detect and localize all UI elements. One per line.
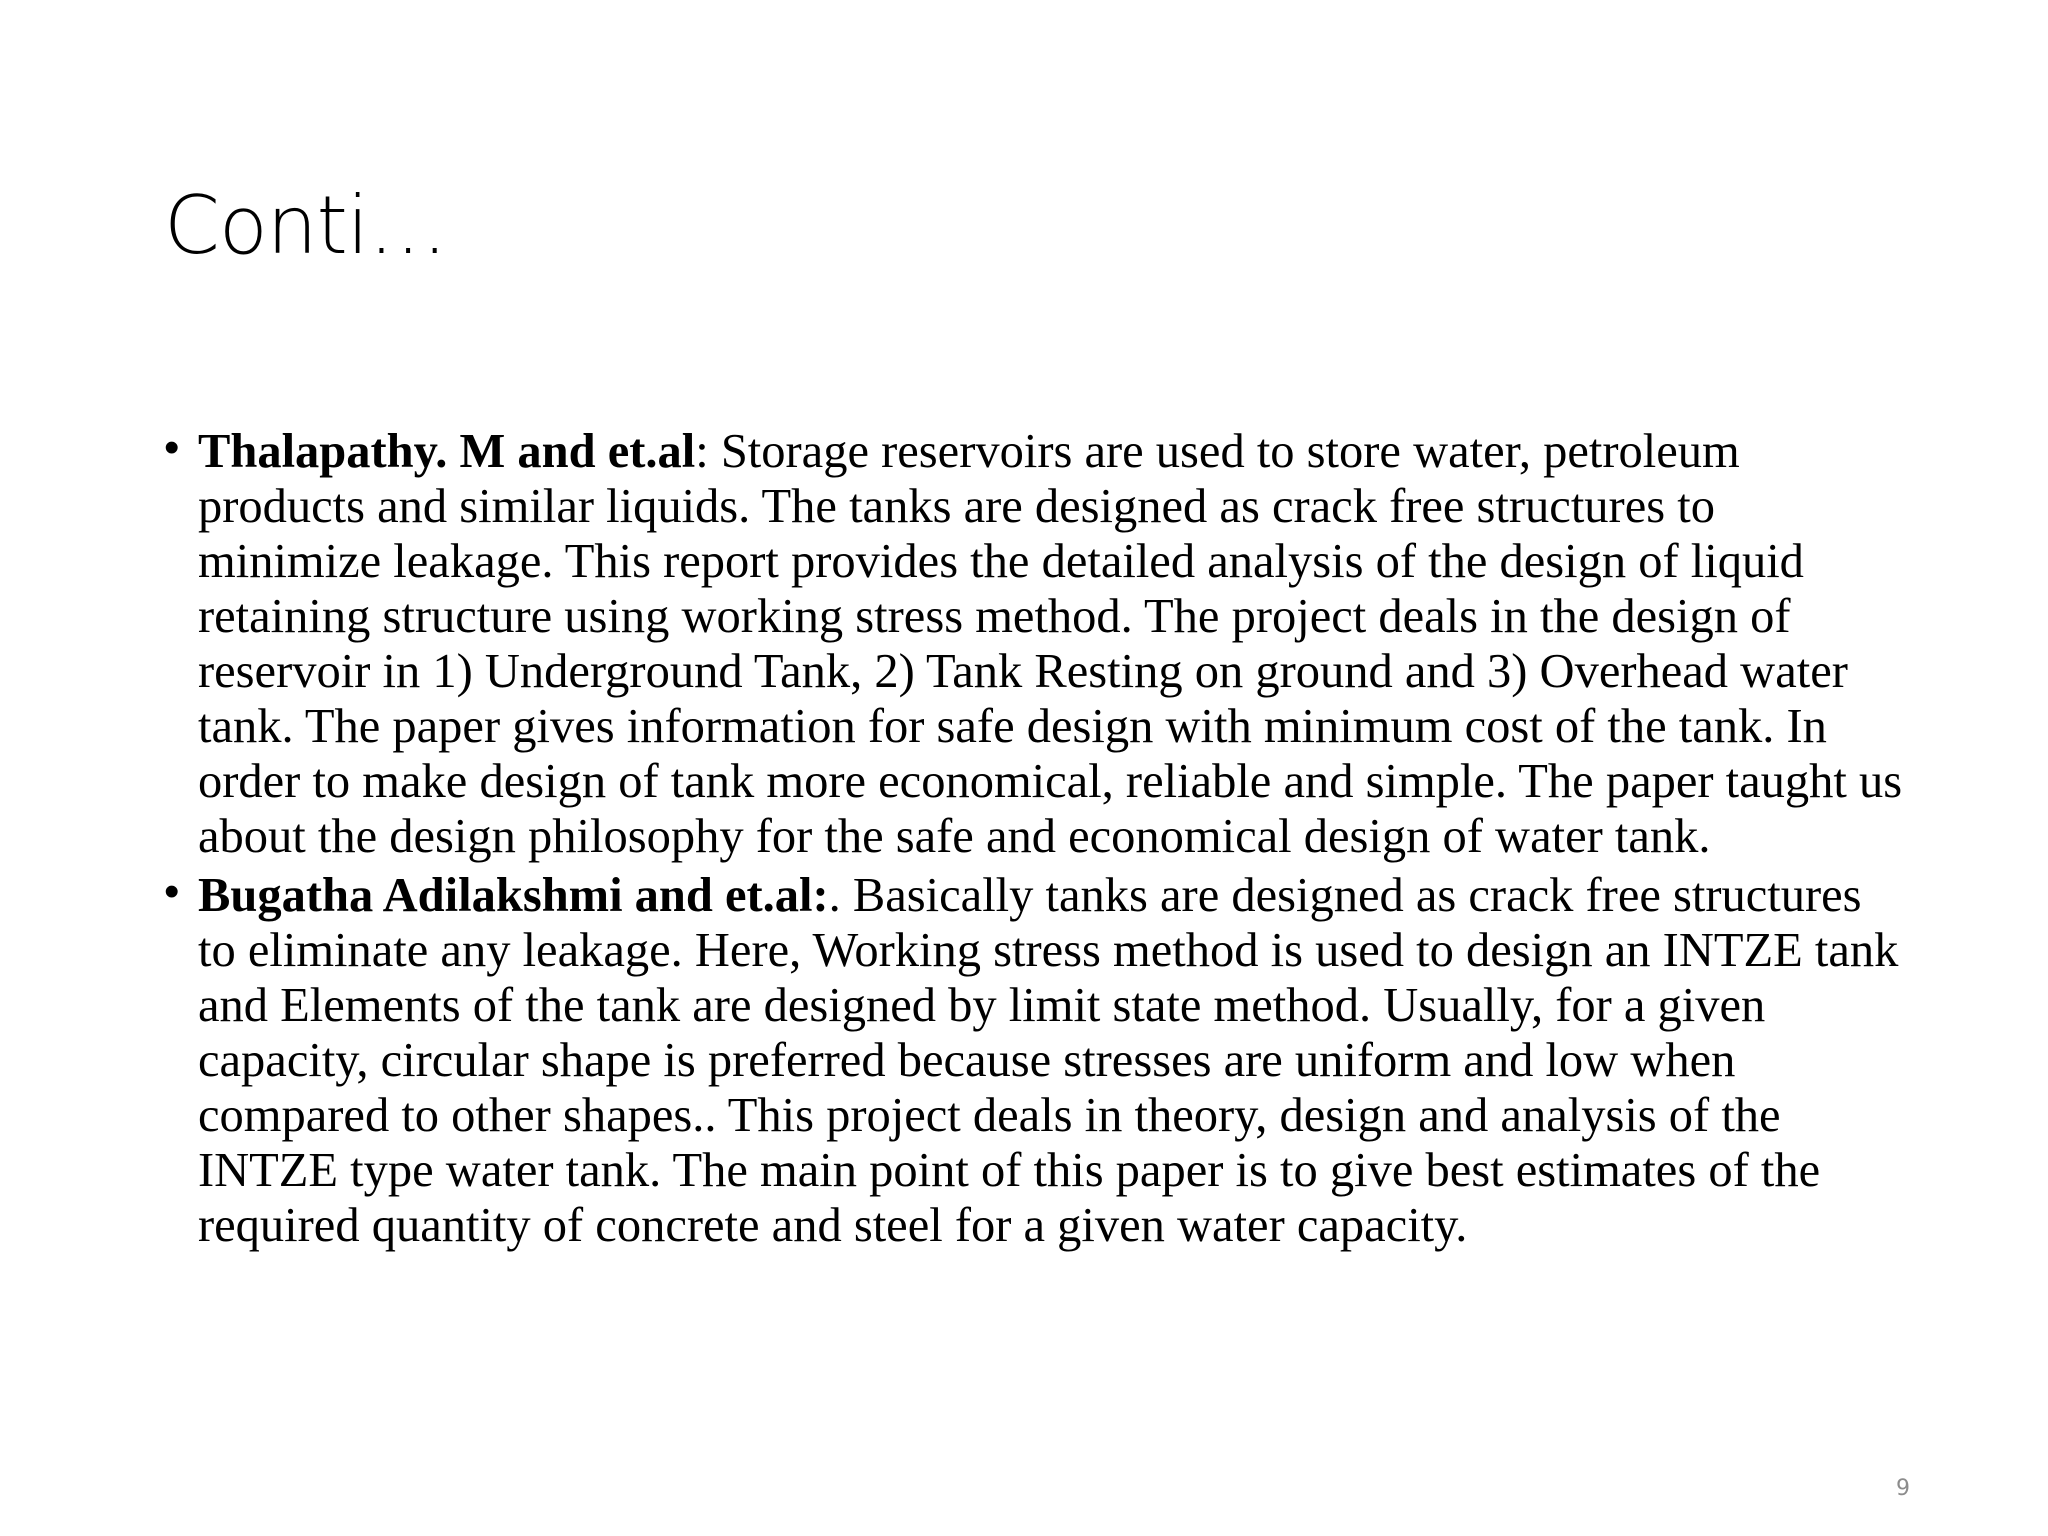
bullet-text: . Basically tanks are designed as crack free structures to eliminate any leakage. Here, Working stress method is used to design an INTZE tank and Elements of the tank are designed by limit state method. Usually, for a given capacity, circular shape is preferred because stresses are uniform and low when compared to other shapes.. This project deals in theory, design and analysis of the INTZE type water tank. The main point of this paper is to give best estimates of the required quantity of concrete and steel for a given water capacity. — [198, 869, 1899, 1252]
bullet-text: : Storage reservoirs are used to store water, petroleum products and similar liquids. The tanks are designed as crack free structures to minimize leakage. This report provides the detailed analysis of the design of liquid retaining structure using working stress method. The project deals in the design of reservoir in 1) Underground Tank, 2) Tank Resting on ground and 3) Overhead water tank. The paper gives information for safe design with minimum cost of the tank. In order to make design of tank more economical, reliable and simple. The paper taught us about the design philosophy for the safe and economical design of water tank. — [198, 425, 1903, 863]
slide-title: Conti… — [164, 179, 448, 272]
author-name: Bugatha Adilakshmi and et.al: — [198, 869, 829, 922]
bullet-list — [164, 424, 1904, 1257]
list-item — [164, 868, 1904, 1253]
page-number: 9 — [1896, 1476, 1910, 1501]
author-name: Thalapathy. M and et.al — [198, 425, 696, 478]
list-item — [164, 424, 1904, 864]
bullet-icon: • — [164, 867, 180, 916]
bullet-icon: • — [164, 423, 180, 472]
